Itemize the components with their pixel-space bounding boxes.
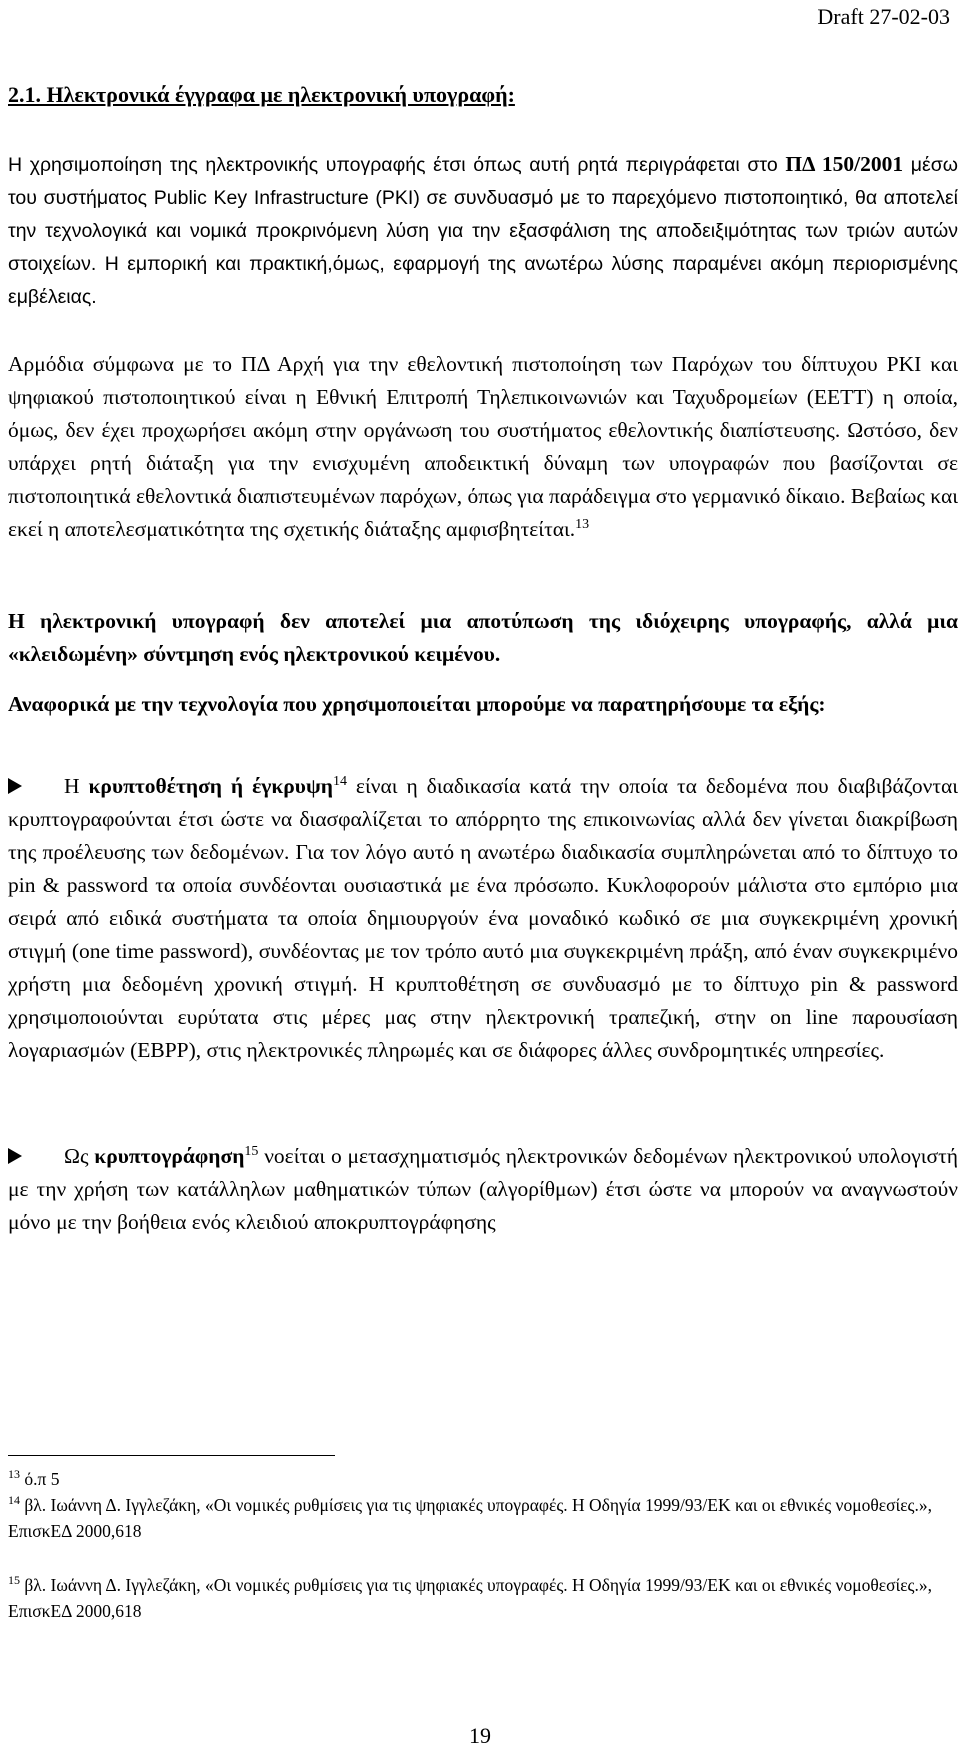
page-number: 19 xyxy=(469,1723,491,1748)
footnote-number: 14 xyxy=(8,1493,20,1508)
footnote-text: βλ. Ιωάννη Δ. Ιγγλεζάκη, «Οι νομικές ρυθμίσεις για τις ψηφιακές υπογραφές. Η Οδηγία 1999/93/ΕΚ και οι εθνικές νομοθεσίες.», ΕπισκΕΔ 2000,618 xyxy=(8,1575,932,1621)
bullet1-text-a: Η xyxy=(64,774,89,798)
bullet-marker xyxy=(8,770,64,803)
footnote-14 xyxy=(8,1492,958,1544)
p1-text-a: Η χρησιμοποίηση της ηλεκτρονικής υπογραφής έτσι όπως αυτή ρητά περιγράφεται στο xyxy=(8,154,786,176)
bullet-item-2 xyxy=(8,1140,958,1239)
bullet1-text-b: είναι η διαδικασία κατά την οποία τα δεδομένα που διαβιβάζονται κρυπτογραφούνται έτσι ώστε να διασφαλίζεται το απόρρητο της επικοινωνίας αλλά δεν γίνεται διακρίβωση της προέλευσης των δεδομένων. Για τον λόγο αυτό η ανωτέρω διαδικασία συμπληρώνεται από το δίπτυχο το pin & password τα οποία συνδέονται ουσιαστικά με ένα πρόσωπο. Κυκλοφορούν μάλιστα στο εμπόριο μια σειρά από ειδικά συστήματα τα οποία δημιουργούν ένα μοναδικό κωδικό σε μια συγκεκριμένη χρονική στιγμή (one time password), συνδέοντας με τον τρόπο αυτό μια συγκεκριμένη πράξη, από έναν συγκεκριμένο χρήστη μια δεδομένη χρονική στιγμή. Η κρυπτοθέτηση σε συνδυασμό με το δίπτυχο pin & password χρησιμοποιούνται ευρύτατα στις μέρες μας στην ηλεκτρονική τραπεζική, στην on line παρουσίαση λογαριασμών (EBPP), στις ηλεκτρονικές πληρωμές και σε διάφορες άλλες συνδρομητικές υπηρεσίες. xyxy=(8,774,959,1062)
footnote-number: 13 xyxy=(8,1467,20,1482)
draft-header: Draft 27-02-03 xyxy=(817,4,950,29)
footnote-number: 15 xyxy=(8,1573,20,1588)
bullet-marker xyxy=(8,1140,64,1173)
footnote-text: ό.π 5 xyxy=(24,1469,60,1489)
footnote-ref-15[interactable]: 15 xyxy=(244,1143,259,1159)
paragraph-1 xyxy=(8,148,958,314)
bullet2-term: κρυπτογράφηση xyxy=(94,1144,245,1168)
arrow-bullet-icon xyxy=(8,778,22,794)
footnote-ref-13[interactable]: 13 xyxy=(575,516,590,532)
footnote-13 xyxy=(8,1466,958,1492)
bullet2-text-a: Ως xyxy=(64,1144,95,1168)
paragraph-3: Η ηλεκτρονική υπογραφή δεν αποτελεί μια αποτύπωση της ιδιόχειρης υπογραφής, αλλά μια «κλειδωμένη» σύντμηση ενός ηλεκτρονικού κειμένου. xyxy=(8,609,958,666)
arrow-bullet-icon xyxy=(8,1148,22,1164)
footnote-text: βλ. Ιωάννη Δ. Ιγγλεζάκη, «Οι νομικές ρυθμίσεις για τις ψηφιακές υπογραφές. Η Οδηγία 1999/93/ΕΚ και οι εθνικές νομοθεσίες.», ΕπισκΕΔ 2000,618 xyxy=(8,1495,932,1541)
section-heading: 2.1. Ηλεκτρονικά έγγραφα με ηλεκτρονική υπογραφή: xyxy=(8,82,515,107)
paragraph-4: Αναφορικά με την τεχνολογία που χρησιμοποιείται μπορούμε να παρατηρήσουμε τα εξής: xyxy=(8,692,826,716)
footnote-separator xyxy=(8,1455,335,1456)
footnote-ref-14[interactable]: 14 xyxy=(332,773,347,789)
footnote-15 xyxy=(8,1572,958,1624)
bullet1-term: κρυπτοθέτηση ή έγκρυψη xyxy=(88,774,333,798)
paragraph-2 xyxy=(8,348,958,546)
p1-text-c: μέσω του συστήματος Public Key Infrastructure (PKI) σε συνδυασμό με το παρεχόμενο πιστοποιητικό, θα αποτελεί την τεχνολογικά και νομικά προκρινόμενη λύση για την εξασφάλιση της αποδειξιμότητας των τριών αυτών στοιχείων. Η εμπορική και πρακτική,όμως, εφαρμογή της ανωτέρω λύσης παραμένει ακόμη περιορισμένης εμβέλειας. xyxy=(8,154,958,308)
bullet2-text-b: νοείται ο μετασχηματισμός ηλεκτρονικών δεδομένων ηλεκτρονικού υπολογιστή με την χρήση των κατάλληλων μαθηματικών τύπων (αλγορίθμων) έτσι ώστε να μπορούν να αναγνωστούν μόνο με την βοήθεια ενός κλειδιού αποκρυπτογράφησης xyxy=(8,1144,958,1234)
p2-text: Αρμόδια σύμφωνα με το ΠΔ Αρχή για την εθελοντική πιστοποίηση των Παρόχων του δίπτυχου PKI και ψηφιακού πιστοποιητικού είναι η Εθνική Επιτροπή Τηλεπικοινωνιών και Ταχυδρομείων (ΕΕΤΤ) η οποία, όμως, δεν έχει προχωρήσει ακόμη στην οργάνωση του συστήματος εθελοντικής διαπίστευσης. Ωστόσο, δεν υπάρχει ρητή διάταξη για την ενισχυμένη αποδεικτική δύναμη των υπογραφών που βασίζονται σε πιστοποιητικά εθελοντικά διαπιστευμένων παρόχων, όπως για παράδειγμα στο γερμανικό δίκαιο. Βεβαίως και εκεί η αποτελεσματικότητα της σχετικής διάταξης αμφισβητείται. xyxy=(8,352,958,541)
bullet-item-1 xyxy=(8,770,958,1067)
p1-decree-ref: ΠΔ 150/2001 xyxy=(785,152,904,176)
